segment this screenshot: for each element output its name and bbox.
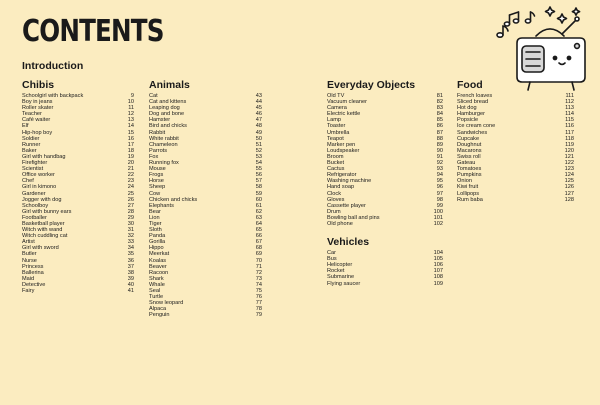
entry-title: Chicken and chicks: [149, 196, 198, 203]
entry-title: Teapot: [327, 135, 344, 142]
entry-title: Gorilla: [149, 239, 166, 246]
entry-page-number: 99: [436, 202, 443, 209]
entry-title: Panda: [149, 233, 166, 240]
entry-page-number: 16: [127, 135, 134, 142]
entry-page-number: 39: [127, 275, 134, 282]
entry-title: Schoolboy: [22, 202, 49, 209]
section-title: Chibis: [22, 79, 55, 91]
entry-title: Frogs: [149, 172, 164, 179]
entry-page-number: 71: [255, 263, 262, 270]
entry-page-number: 106: [433, 262, 443, 269]
entry-title: Ice cream cone: [457, 123, 496, 130]
entry-title: Washing machine: [327, 178, 372, 185]
entry-title: Loudspeaker: [327, 147, 360, 154]
entry-title: Basketball player: [22, 220, 65, 227]
entry-title: Car: [327, 250, 337, 257]
entry-page-number: 84: [436, 111, 443, 118]
entry-page-number: 15: [127, 129, 134, 136]
entry-page-number: 10: [127, 99, 134, 106]
entry-title: Footballer: [22, 214, 47, 221]
entry-page-number: 40: [127, 281, 134, 288]
entry-title: Tomatoes: [457, 166, 482, 173]
entry-page-number: 90: [436, 147, 443, 154]
entry-page-number: 107: [433, 268, 443, 275]
entry-title: French loaves: [457, 93, 493, 99]
entry-title: Hand soap: [327, 184, 355, 191]
entry-title: Lamp: [327, 117, 341, 124]
entry-page-number: 32: [127, 233, 134, 240]
entry-page-number: 44: [255, 99, 262, 106]
entry-page-number: 21: [127, 166, 134, 173]
entry-page-number: 117: [565, 129, 574, 136]
entry-page-number: 113: [565, 105, 574, 112]
entry-title: Detective: [22, 281, 46, 288]
entry-page-number: 45: [255, 105, 262, 112]
entry-title: Parrots: [149, 147, 168, 154]
entry-title: Runner: [22, 141, 41, 148]
entry-page-number: 38: [127, 269, 134, 276]
entry-page-number: 75: [255, 288, 262, 294]
entry-page-number: 52: [255, 147, 262, 154]
entry-page-number: 72: [255, 269, 262, 276]
entry-page-number: 91: [436, 153, 443, 160]
entry-title: Bear: [149, 208, 161, 215]
entry-page-number: 120: [564, 147, 574, 154]
entry-page-number: 115: [565, 117, 574, 124]
entry-title: Sheep: [149, 184, 166, 191]
entry-title: Old phone: [327, 220, 353, 227]
entry-title: Elf: [22, 123, 29, 130]
entry-title: Cassette player: [327, 202, 366, 209]
entry-title: Seal: [149, 288, 161, 294]
entry-title: Running fox: [149, 160, 179, 167]
entry-page-number: 119: [565, 141, 574, 148]
section-animals: [149, 79, 262, 318]
entry-page-number: 122: [564, 160, 574, 167]
entry-title: Rabbit: [149, 129, 166, 136]
music-note-icon: [497, 26, 508, 37]
entry-title: Cupcake: [457, 135, 480, 142]
entry-title: Elephants: [149, 202, 174, 209]
entry-page-number: 57: [255, 178, 262, 185]
entry-title: Gardener: [22, 190, 46, 197]
entry-page-number: 59: [255, 190, 262, 197]
entry-page-number: 96: [436, 184, 443, 191]
entry-page-number: 22: [127, 172, 134, 179]
entry-page-number: 35: [127, 251, 134, 258]
entry-title: Witch with wand: [22, 227, 63, 234]
entry-title: Cat and kittens: [149, 99, 187, 106]
entry-title: Chameleon: [149, 141, 178, 148]
entry-page-number: 82: [436, 99, 443, 106]
entry-page-number: 127: [564, 190, 574, 197]
entry-page-number: 34: [127, 245, 134, 252]
entry-page-number: 29: [127, 214, 134, 221]
entry-page-number: 64: [255, 220, 262, 227]
music-note-icon: [525, 12, 534, 23]
section-title-vehicles: Vehicles: [327, 236, 370, 249]
entry-page-number: 51: [255, 141, 262, 148]
entry-page-number: 67: [255, 239, 262, 246]
entry-title: Lion: [149, 214, 160, 221]
entry-title: Penguin: [149, 312, 170, 319]
entry-title: Fairy: [22, 288, 35, 294]
section-chibis: [22, 79, 134, 294]
entry-page-number: 66: [255, 233, 262, 240]
entry-page-number: 68: [255, 245, 262, 252]
entry-page-number: 121: [564, 153, 574, 160]
entry-title: Gateau: [457, 160, 476, 167]
contents-entry: [149, 312, 262, 318]
entry-title: Snow leopard: [149, 300, 184, 307]
entry-title: Racoon: [149, 269, 169, 276]
entry-page-number: 53: [255, 153, 262, 160]
entry-title: Cat: [149, 93, 158, 99]
contents-entry: [457, 197, 574, 203]
entry-page-number: 95: [436, 178, 443, 185]
entry-page-number: 98: [436, 196, 443, 203]
entry-title: Old TV: [327, 93, 345, 99]
entry-title: Vacuum cleaner: [327, 99, 368, 106]
entry-page-number: 78: [255, 306, 262, 313]
entry-title: Toaster: [327, 123, 346, 130]
entry-title: Roller skater: [22, 105, 54, 112]
entry-page-number: 112: [565, 99, 574, 106]
entry-title: Girl with sword: [22, 245, 59, 252]
entry-title: Mouse: [149, 166, 166, 173]
entry-title: Girl with handbag: [22, 153, 66, 160]
entry-page-number: 118: [565, 135, 574, 142]
entry-title: Bus: [327, 256, 337, 263]
entry-title: Koalas: [149, 257, 167, 264]
section-title: Animals: [149, 79, 190, 91]
entry-title: Fox: [149, 153, 159, 160]
contents-entry: [327, 281, 443, 287]
entry-title: Kiwi fruit: [457, 184, 479, 191]
entry-title: Rum baba: [457, 196, 483, 203]
entry-title: Witch cuddling cat: [22, 233, 68, 240]
entry-title: Firefighter: [22, 160, 48, 167]
entry-page-number: 62: [255, 208, 262, 215]
entry-page-number: 89: [436, 141, 443, 148]
entry-page-number: 83: [436, 105, 443, 112]
section-title: Everyday Objects: [327, 79, 416, 91]
entry-title: Refrigerator: [327, 172, 357, 179]
entry-page-number: 100: [433, 208, 443, 215]
entry-title: Bucket: [327, 160, 345, 167]
entry-page-number: 105: [433, 256, 443, 263]
entry-page-number: 37: [127, 263, 134, 270]
entry-page-number: 101: [433, 214, 443, 221]
entry-title: Whale: [149, 281, 165, 288]
entry-title: Bowling ball and pins: [327, 214, 380, 221]
entry-page-number: 63: [255, 214, 262, 221]
entry-title: Shark: [149, 275, 164, 282]
entry-page-number: 46: [255, 111, 262, 118]
entry-page-number: 123: [564, 166, 574, 173]
entry-title: Drum: [327, 208, 341, 215]
entry-title: Boy in jeans: [22, 99, 53, 106]
entry-page-number: 87: [436, 129, 443, 136]
entry-title: Meerkat: [149, 251, 170, 258]
entry-title: Electric kettle: [327, 111, 361, 118]
entry-title: Horse: [149, 178, 164, 185]
entry-page-number: 43: [255, 93, 262, 99]
entry-title: Bird and chicks: [149, 123, 187, 130]
entry-page-number: 73: [255, 275, 262, 282]
entry-title: Doughnut: [457, 141, 482, 148]
entry-title: Artist: [22, 239, 35, 246]
entry-page-number: 14: [127, 123, 134, 130]
entry-title: Jogger with dog: [22, 196, 62, 203]
entry-page-number: 74: [255, 281, 262, 288]
entry-page-number: 56: [255, 172, 262, 179]
entry-page-number: 30: [127, 220, 134, 227]
entry-page-number: 76: [255, 294, 262, 301]
entry-page-number: 28: [127, 208, 134, 215]
entry-page-number: 111: [565, 93, 574, 99]
entry-page-number: 49: [255, 129, 262, 136]
entry-page-number: 26: [127, 196, 134, 203]
entry-title: Café waiter: [22, 117, 51, 124]
entry-title: Baker: [22, 147, 37, 154]
entry-title: Marker pen: [327, 141, 356, 148]
entry-page-number: 20: [127, 160, 134, 167]
entry-title: Flying saucer: [327, 280, 361, 287]
entry-page-number: 12: [127, 111, 134, 118]
entry-title: Broom: [327, 153, 344, 160]
entry-page-number: 116: [565, 123, 574, 130]
radio-mascot-illustration: [492, 2, 592, 94]
entry-page-number: 86: [436, 123, 443, 130]
entry-title: Sliced bread: [457, 99, 489, 106]
entry-title: Teacher: [22, 111, 42, 118]
entry-title: Turtle: [149, 294, 164, 301]
entry-title: Girl in kimono: [22, 184, 57, 191]
entry-title: Gloves: [327, 196, 345, 203]
entry-page-number: 108: [433, 274, 443, 281]
entry-title: Umbrella: [327, 129, 350, 136]
entry-page-number: 60: [255, 196, 262, 203]
entry-page-number: 18: [127, 147, 134, 154]
entry-page-number: 11: [128, 105, 134, 112]
entry-page-number: 77: [255, 300, 262, 307]
entry-title: Lollipops: [457, 190, 480, 197]
entry-page-number: 102: [433, 220, 443, 227]
entry-title: Nurse: [22, 257, 37, 264]
entry-title: Clock: [327, 190, 341, 197]
entry-title: Maid: [22, 275, 35, 282]
entry-title: Ballerina: [22, 269, 44, 276]
entry-page-number: 36: [127, 257, 134, 264]
entry-page-number: 79: [255, 312, 262, 319]
entry-page-number: 92: [436, 160, 443, 167]
entry-title: Hip-hop boy: [22, 129, 53, 136]
entry-page-number: 126: [564, 184, 574, 191]
entry-page-number: 25: [127, 190, 134, 197]
entry-page-number: 93: [436, 166, 443, 173]
entry-title: Hamster: [149, 117, 171, 124]
entry-title: Cactus: [327, 166, 345, 173]
entry-page-number: 48: [255, 123, 262, 130]
entry-page-number: 114: [565, 111, 574, 118]
introduction-heading: Introduction: [22, 60, 84, 72]
contents-entry: [22, 288, 134, 294]
entry-title: Hamburger: [457, 111, 485, 118]
entry-title: Princess: [22, 263, 44, 270]
entry-title: Onion: [457, 178, 472, 185]
entry-title: Hippo: [149, 245, 164, 252]
entry-page-number: 109: [433, 280, 443, 287]
entry-page-number: 128: [564, 196, 574, 203]
entry-page-number: 9: [130, 93, 134, 99]
entry-page-number: 31: [127, 227, 134, 234]
entry-page-number: 23: [127, 178, 134, 185]
entry-page-number: 19: [127, 153, 134, 160]
entry-title: Pumpkins: [457, 172, 482, 179]
entry-title: Hot dog: [457, 105, 477, 112]
entry-title: Rocket: [327, 268, 345, 275]
entry-title: Scientist: [22, 166, 44, 173]
section-food: [457, 79, 574, 203]
entry-page-number: 50: [255, 135, 262, 142]
entry-page-number: 33: [127, 239, 134, 246]
entry-title: Submarine: [327, 274, 355, 281]
entry-title: Helicopter: [327, 262, 353, 269]
entry-page-number: 13: [127, 117, 134, 124]
entry-title: Dog and bone: [149, 111, 185, 118]
entry-page-number: 24: [127, 184, 134, 191]
entry-title: Chef: [22, 178, 34, 185]
entry-title: Office worker: [22, 172, 55, 179]
entry-page-number: 70: [255, 257, 262, 264]
entry-title: Sandwiches: [457, 129, 488, 136]
entry-title: Swiss roll: [457, 153, 481, 160]
contents-entry: [327, 221, 443, 227]
entry-page-number: 81: [436, 93, 443, 99]
entry-title: Sloth: [149, 227, 162, 234]
entry-page-number: 58: [255, 184, 262, 191]
entry-title: Camera: [327, 105, 347, 112]
entry-title: Schoolgirl with backpack: [22, 93, 84, 99]
page-title: CONTENTS: [22, 14, 164, 49]
entry-title: Alpaca: [149, 306, 167, 313]
entry-title: White rabbit: [149, 135, 179, 142]
entry-page-number: 88: [436, 135, 443, 142]
entry-page-number: 94: [436, 172, 443, 179]
entry-page-number: 85: [436, 117, 443, 124]
entry-title: Macarons: [457, 147, 482, 154]
entry-title: Soldier: [22, 135, 40, 142]
entry-page-number: 47: [255, 117, 262, 124]
entry-page-number: 69: [255, 251, 262, 258]
entry-title: Tiger: [149, 220, 162, 227]
entry-page-number: 124: [564, 172, 574, 179]
entry-title: Girl with bunny ears: [22, 208, 72, 215]
entry-title: Butler: [22, 251, 37, 258]
entry-page-number: 104: [433, 250, 443, 257]
entry-page-number: 17: [127, 141, 134, 148]
entry-page-number: 55: [255, 166, 262, 173]
entry-page-number: 61: [255, 202, 262, 209]
entry-title: Cow: [149, 190, 161, 197]
entry-title: Leaping dog: [149, 105, 180, 112]
entry-page-number: 41: [127, 288, 134, 294]
entry-page-number: 65: [255, 227, 262, 234]
music-note-icon: [504, 12, 518, 26]
entry-title: Popsicle: [457, 117, 479, 124]
entry-page-number: 54: [255, 160, 262, 167]
entry-page-number: 97: [436, 190, 443, 197]
entry-page-number: 27: [127, 202, 134, 209]
entry-page-number: 125: [564, 178, 574, 185]
section-everyday-objects: [327, 79, 443, 287]
entry-title: Beaver: [149, 263, 167, 270]
section-title: Food: [457, 79, 483, 91]
